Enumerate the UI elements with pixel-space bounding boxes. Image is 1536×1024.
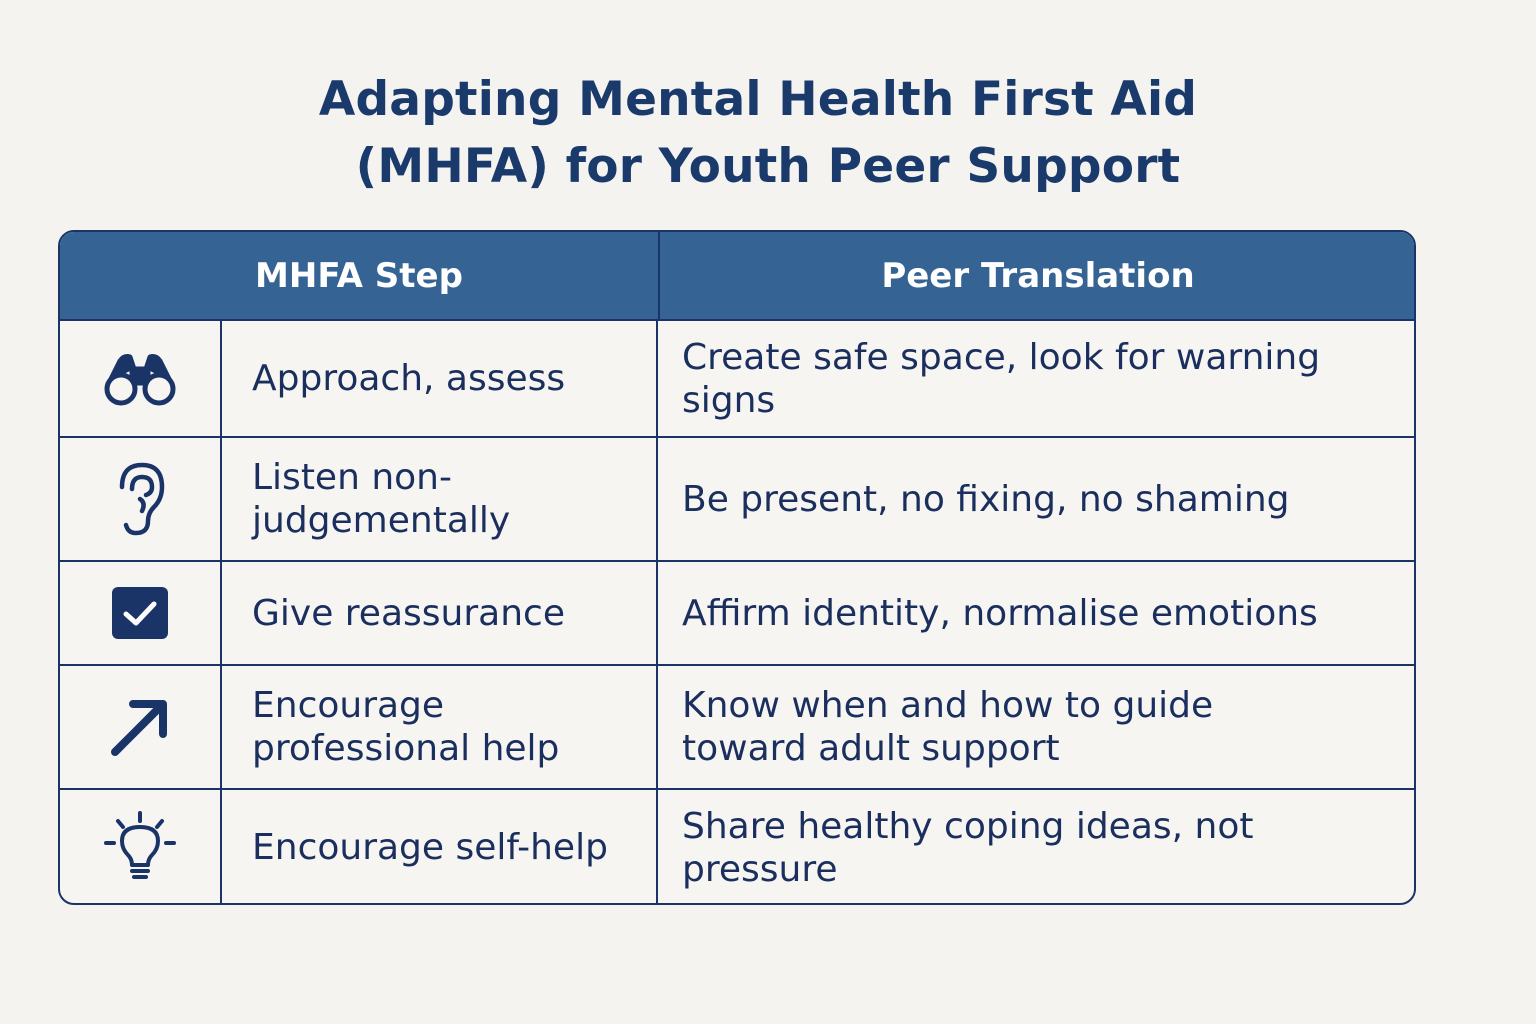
icon-cell	[60, 790, 222, 905]
peer-cell	[658, 790, 1416, 905]
title-line-2: (MHFA) for Youth Peer Support	[355, 139, 1181, 194]
step-cell	[222, 666, 658, 788]
peer-cell	[658, 562, 1416, 664]
peer-text: Create safe space, look for warning signs	[682, 336, 1321, 421]
table-row	[60, 790, 1414, 905]
mhfa-table	[58, 230, 1416, 905]
step-text: Give reassurance	[252, 592, 565, 634]
step-cell	[222, 321, 658, 436]
icon-cell	[60, 666, 222, 788]
table-row	[60, 321, 1414, 438]
step-cell	[222, 562, 658, 664]
table-row	[60, 438, 1414, 562]
icon-cell	[60, 438, 222, 560]
peer-text: Affirm identity, normalise emotions	[682, 592, 1318, 634]
ear-icon	[112, 459, 168, 539]
peer-text: Be present, no fixing, no shaming	[682, 478, 1290, 520]
arrow-up-right-icon	[107, 694, 173, 760]
step-text: Encourage self-help	[252, 827, 608, 868]
peer-text-line: Know when and how to guide	[682, 685, 1214, 726]
peer-cell	[658, 666, 1416, 788]
lightbulb-icon	[102, 811, 178, 885]
header-mhfa-step: MHFA Step	[255, 255, 463, 296]
peer-cell	[658, 438, 1416, 560]
icon-cell	[60, 562, 222, 664]
checkbox-checked-icon	[110, 586, 170, 640]
binoculars-icon	[100, 351, 180, 407]
peer-cell	[658, 321, 1416, 436]
step-text-line: Listen non-	[252, 457, 452, 498]
peer-text-line: toward adult support	[682, 728, 1060, 769]
table-row	[60, 666, 1414, 790]
step-text: Approach, assess	[252, 358, 566, 399]
step-text-line: judgementally	[252, 500, 511, 541]
peer-text: Share healthy coping ideas, not pressure	[682, 805, 1254, 890]
header-peer-translation: Peer Translation	[658, 232, 1416, 319]
page-title	[0, 66, 1536, 200]
step-text-line: Encourage	[252, 685, 445, 726]
title-line-1: Adapting Mental Health First Aid	[318, 72, 1198, 127]
table-row	[60, 562, 1414, 666]
icon-cell	[60, 321, 222, 436]
step-cell	[222, 438, 658, 560]
step-text-line: professional help	[252, 728, 560, 769]
step-cell	[222, 790, 658, 905]
table-header-row	[60, 232, 1414, 321]
